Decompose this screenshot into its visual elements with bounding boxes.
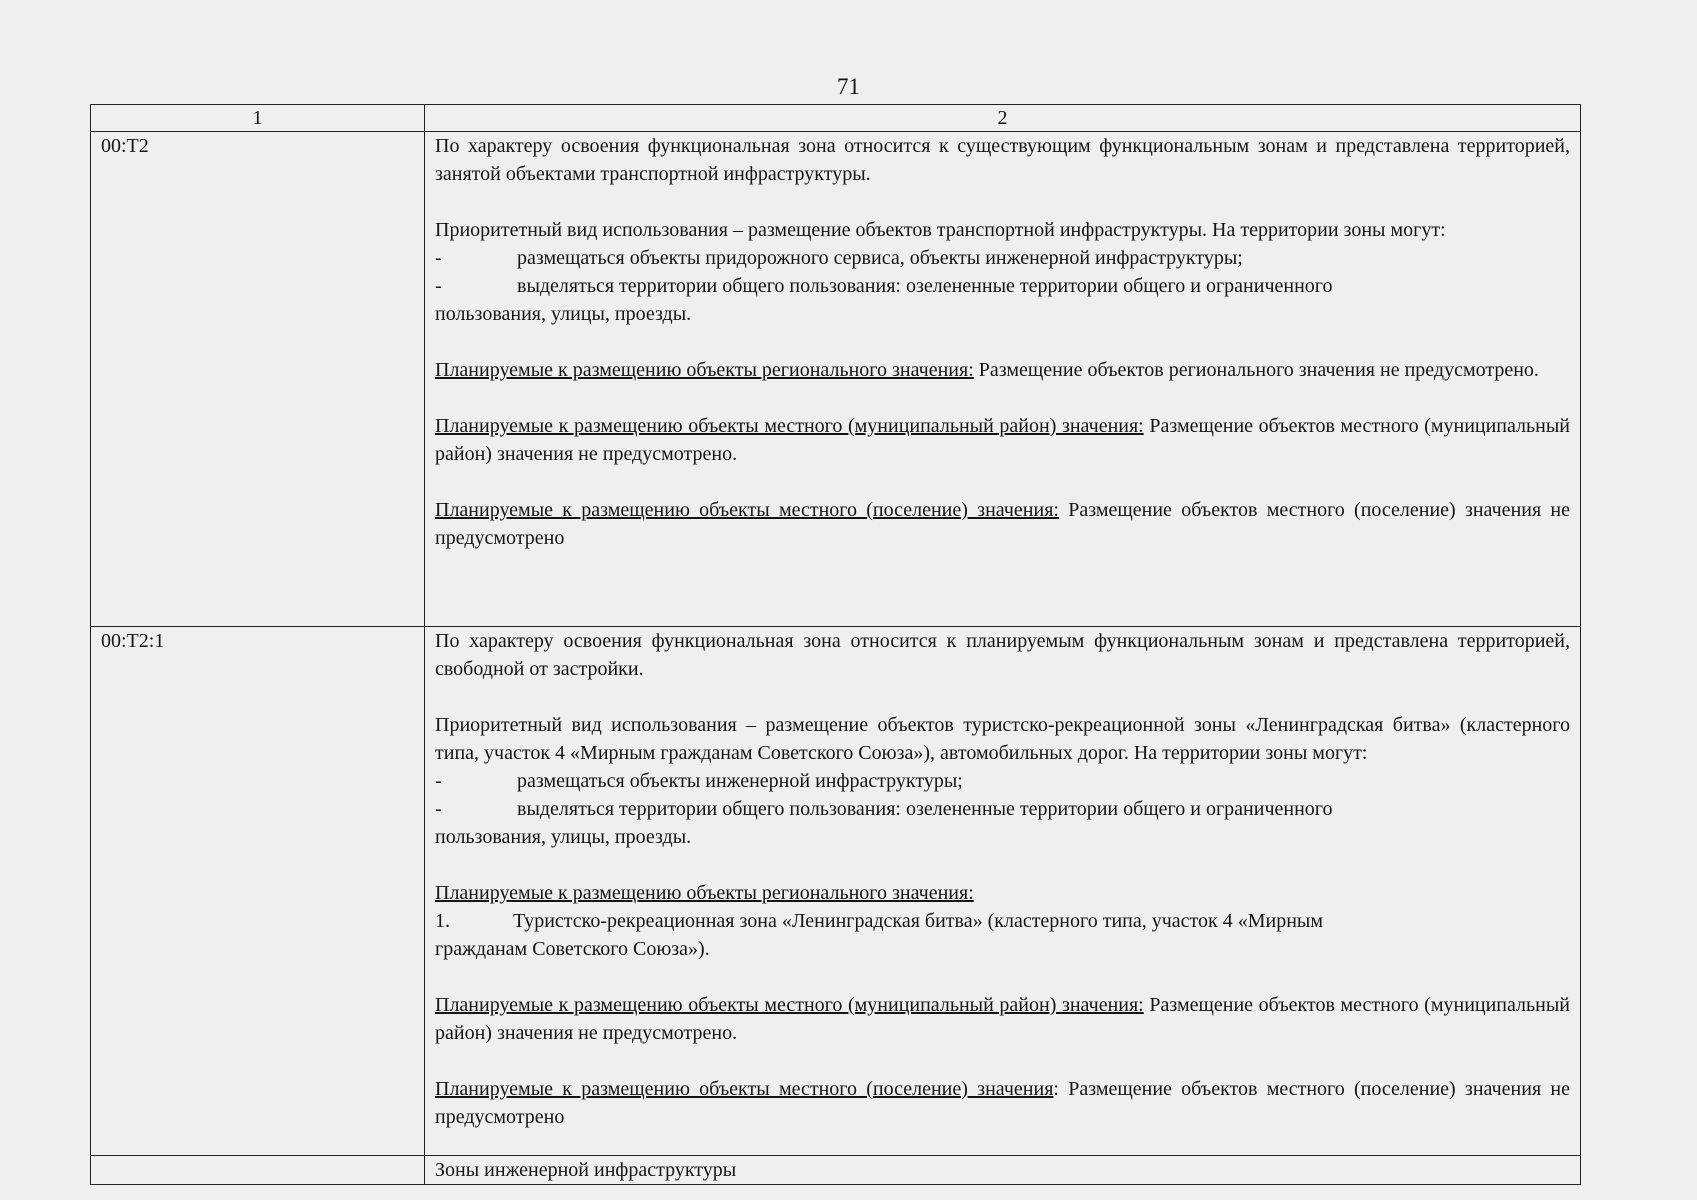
list-item-continuation: пользования, улицы, проезды. [435,303,692,325]
zone-code-cell: 00:Т2:1 [91,627,425,1156]
settlement-objects-label: Планируемые к размещению объекты местного (поселение) значения: [435,499,1059,521]
header-cell-2: 2 [425,105,1581,132]
municipal-objects-text: Размещение объектов местного (муниципальный район) значения не предусмотрено. [435,994,1570,1044]
priority-paragraph: Приоритетный вид использования – размещение объектов туристско-рекреационной зоны «Ленинградская битва» (кластерного типа, участок 4 «Мирным гражданам Советского Союза»), автомобильных дорог. На территории зоны могут: [435,714,1570,764]
settlement-objects-paragraph [435,496,1570,552]
municipal-objects-paragraph [435,412,1570,468]
section-row [91,1156,1581,1185]
development-paragraph: По характеру освоения функциональная зона относится к планируемым функциональным зонам и представлена территорией, свободной от застройки. [435,630,1570,680]
empty-code-cell [91,1156,425,1185]
municipal-objects-paragraph [435,991,1570,1047]
list-marker: - [435,770,442,792]
list-item [435,767,1570,795]
list-item-text: выделяться территории общего пользования: озелененные территории общего и ограниченного [517,798,1333,820]
list-marker: - [435,275,442,297]
list-marker: - [435,247,442,269]
settlement-objects-text: : Размещение объектов местного (поселение) значения не предусмотрено [435,1078,1570,1128]
regional-objects-text: Размещение объектов регионального значения не предусмотрено. [973,359,1539,381]
list-item [435,272,1570,300]
table-row [91,627,1581,1156]
table-row [91,132,1581,627]
list-item [435,795,1570,823]
table-header-row [91,105,1581,132]
zone-code-cell: 00:Т2 [91,132,425,627]
list-item-text: размещаться объекты инженерной инфраструктуры; [517,770,963,792]
page-number: 71 [837,74,860,99]
municipal-objects-label: Планируемые к размещению объекты местного (муниципальный район) значения: [435,994,1144,1016]
zones-table [90,104,1581,1185]
numbered-item-number: 1. [435,910,450,932]
list-marker: - [435,798,442,820]
list-item-text: размещаться объекты придорожного сервиса, объекты инженерной инфраструктуры; [517,247,1243,269]
municipal-objects-text: Размещение объектов местного (муниципальный район) значения не предусмотрено. [435,415,1570,465]
zone-description-cell [425,132,1581,627]
list-item-text: выделяться территории общего пользования: озелененные территории общего и ограниченного [517,275,1333,297]
municipal-objects-label: Планируемые к размещению объекты местного (муниципальный район) значения: [435,415,1144,437]
list-item [435,244,1570,272]
numbered-item-continuation: гражданам Советского Союза»). [435,938,710,960]
section-title-cell: Зоны инженерной инфраструктуры [425,1156,1581,1185]
settlement-objects-text: Размещение объектов местного (поселение) значения не предусмотрено [435,499,1571,549]
regional-objects-label: Планируемые к размещению объекты регионального значения: [435,882,974,904]
settlement-objects-paragraph [435,1075,1570,1131]
settlement-objects-label: Планируемые к размещению объекты местного (поселение) значения [435,1078,1054,1100]
numbered-item-text: Туристско-рекреационная зона «Ленинградская битва» (кластерного типа, участок 4 «Мирным [513,910,1324,932]
list-item-continuation: пользования, улицы, проезды. [435,826,692,848]
development-paragraph: По характеру освоения функциональная зона относится к существующим функциональным зонам и представлена территорией, занятой объектами транспортной инфраструктуры. [435,135,1570,185]
zone-description-cell [425,627,1581,1156]
regional-objects-label: Планируемые к размещению объекты регионального значения: [435,359,974,381]
regional-objects-paragraph [435,356,1570,384]
regional-objects-paragraph [435,879,1570,907]
header-cell-1: 1 [91,105,425,132]
numbered-item [435,907,1570,935]
priority-paragraph: Приоритетный вид использования – размещение объектов транспортной инфраструктуры. На территории зоны могут: [435,219,1446,241]
